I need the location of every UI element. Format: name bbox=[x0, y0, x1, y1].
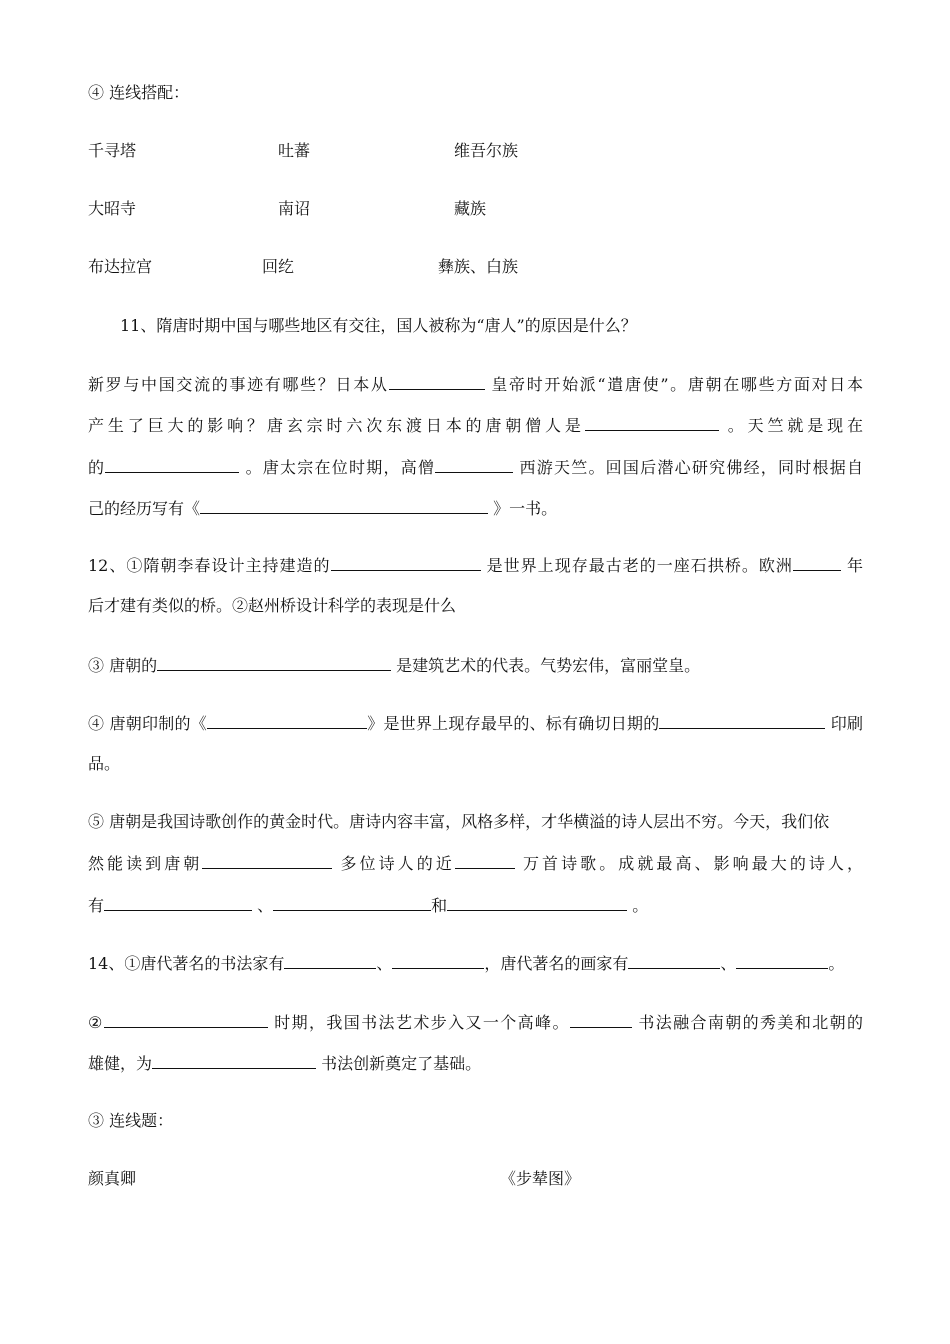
question-12-part-5-line-1: ⑤ 唐朝是我国诗歌创作的黄金时代。唐诗内容丰富，风格多样，才华横溢的诗人层出不穷。今天，我们依 bbox=[88, 812, 830, 831]
question-12-line-2: 后才建有类似的桥。②赵州桥设计科学的表现是什么 bbox=[88, 596, 457, 615]
blank[interactable] bbox=[284, 953, 376, 969]
blank[interactable] bbox=[105, 457, 239, 473]
question-14-part-1: 14、①唐代著名的书法家有 、 ，唐代著名的画家有 、 。 bbox=[88, 954, 845, 973]
question-12-part-3: ③ 唐朝的 是建筑艺术的代表。气势宏伟，富丽堂皇。 bbox=[88, 656, 701, 675]
blank[interactable] bbox=[200, 498, 488, 514]
blank[interactable] bbox=[435, 457, 513, 473]
question-12-part-5-line-3: 有 、 和 。 bbox=[88, 896, 649, 915]
blank[interactable] bbox=[659, 713, 825, 729]
blank[interactable] bbox=[455, 853, 515, 869]
blank[interactable] bbox=[207, 713, 367, 729]
match-mid-3: 回纥 bbox=[262, 257, 295, 276]
match-left-3: 布达拉宫 bbox=[88, 257, 153, 276]
matching-heading-2: ③ 连线题： bbox=[88, 1111, 174, 1130]
blank[interactable] bbox=[389, 374, 485, 390]
blank[interactable] bbox=[793, 555, 841, 571]
question-11-line-1: 新罗与中国交流的事迹有哪些？日本从 皇帝时开始派“遣唐使”。唐朝在哪些方面对日本 bbox=[88, 375, 863, 394]
question-11-line-2: 产生了巨大的影响？唐玄宗时六次东渡日本的唐朝僧人是 。天竺就是现在 bbox=[88, 416, 863, 435]
blank[interactable] bbox=[736, 953, 828, 969]
blank[interactable] bbox=[152, 1053, 316, 1069]
blank[interactable] bbox=[570, 1012, 632, 1028]
blank[interactable] bbox=[157, 655, 391, 671]
blank[interactable] bbox=[331, 555, 481, 571]
blank[interactable] bbox=[104, 1012, 268, 1028]
blank[interactable] bbox=[585, 415, 719, 431]
match2-left-1: 颜真卿 bbox=[88, 1169, 137, 1188]
question-14-part-2-line-1: ② 时期，我国书法艺术步入又一个高峰。 书法融合南朝的秀美和北朝的 bbox=[88, 1013, 863, 1032]
matching-heading-1: ④ 连线搭配： bbox=[88, 83, 190, 102]
question-12-line-1: 12、①隋朝李春设计主持建造的 是世界上现存最古老的一座石拱桥。欧洲 年 bbox=[88, 556, 863, 575]
match-mid-1: 吐蕃 bbox=[278, 141, 311, 160]
question-11-line-3: 的 。唐太宗在位时期，高僧 西游天竺。回国后潜心研究佛经，同时根据自 bbox=[88, 458, 863, 477]
blank[interactable] bbox=[392, 953, 484, 969]
blank[interactable] bbox=[104, 895, 252, 911]
blank[interactable] bbox=[447, 895, 627, 911]
match2-right-1: 《步辇图》 bbox=[500, 1169, 581, 1188]
match-right-3: 彝族、白族 bbox=[438, 257, 519, 276]
question-12-part-4-line-2: 品。 bbox=[88, 754, 121, 773]
match-left-1: 千寻塔 bbox=[88, 141, 137, 160]
question-11-line-4: 己的经历写有《 》一书。 bbox=[88, 499, 558, 518]
match-left-2: 大昭寺 bbox=[88, 199, 137, 218]
question-12-part-4-line-1: ④ 唐朝印制的《 》是世界上现存最早的、标有确切日期的 印刷 bbox=[88, 714, 863, 733]
blank[interactable] bbox=[202, 853, 332, 869]
question-12-part-5-line-2: 然能读到唐朝 多位诗人的近 万首诗歌。成就最高、影响最大的诗人， bbox=[88, 854, 863, 873]
match-right-1: 维吾尔族 bbox=[454, 141, 519, 160]
question-14-part-2-line-2: 雄健，为 书法创新奠定了基础。 bbox=[88, 1054, 482, 1073]
match-mid-2: 南诏 bbox=[278, 199, 311, 218]
question-11-title: 11、隋唐时期中国与哪些地区有交往，国人被称为“唐人”的原因是什么？ bbox=[120, 316, 637, 335]
blank[interactable] bbox=[273, 895, 431, 911]
blank[interactable] bbox=[628, 953, 720, 969]
match-right-2: 藏族 bbox=[454, 199, 487, 218]
